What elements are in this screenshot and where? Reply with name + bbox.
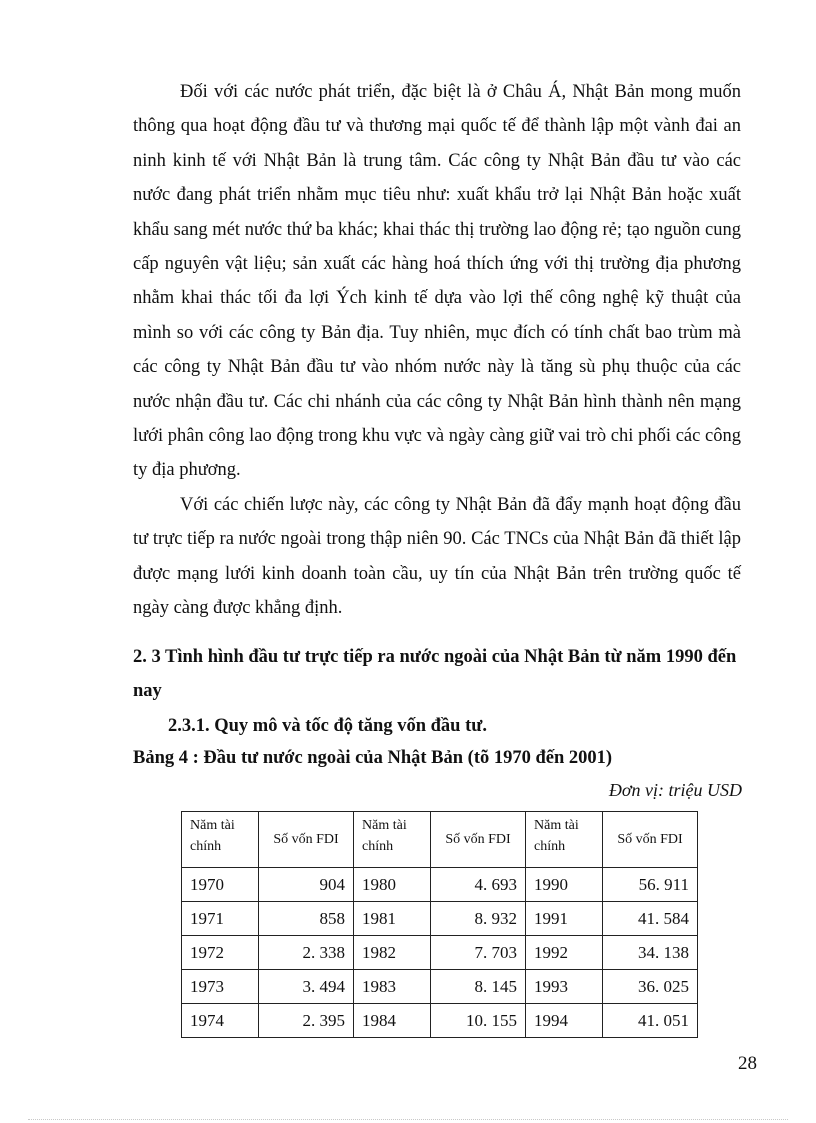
- table-cell-value: 7. 703: [431, 936, 526, 970]
- table-cell-year: 1974: [182, 1004, 259, 1038]
- table-cell-year: 1983: [354, 970, 431, 1004]
- table-cell-value: 858: [259, 902, 354, 936]
- table-header-cell: Số vốn FDI: [603, 812, 698, 868]
- unit-note: Đơn vị: triệu USD: [608, 780, 742, 800]
- table-cell-value: 904: [259, 868, 354, 902]
- table-cell-value: 41. 051: [603, 1004, 698, 1038]
- table-row: [182, 1004, 698, 1038]
- table-row: [182, 970, 698, 1004]
- table-cell-value: 56. 911: [603, 868, 698, 902]
- table-cell-value: 8. 145: [431, 970, 526, 1004]
- table-header-cell: Năm tài chính: [354, 812, 431, 868]
- body-paragraph-2: Với các chiến lược này, các công ty Nhật Bản đã đẩy mạnh hoạt động đầu tư trực tiếp ra nước ngoài trong thập niên 90. Các TNCs của Nhật Bản đã thiết lập được mạng lưới kinh doanh toàn cầu, uy tín của Nhật Bản trên trường quốc tế ngày càng được khẳng định.: [133, 495, 741, 619]
- section-heading: 2. 3 Tình hình đầu tư trực tiếp ra nước ngoài của Nhật Bản từ năm 1990 đến nay: [133, 647, 737, 702]
- table-cell-value: 2. 338: [259, 936, 354, 970]
- table-row: [182, 902, 698, 936]
- table-header-cell: Năm tài chính: [182, 812, 259, 868]
- table-cell-year: 1982: [354, 936, 431, 970]
- table-cell-value: 10. 155: [431, 1004, 526, 1038]
- table-header-row: [182, 812, 698, 868]
- table-cell-value: 34. 138: [603, 936, 698, 970]
- table-cell-value: 8. 932: [431, 902, 526, 936]
- table-cell-year: 1973: [182, 970, 259, 1004]
- table-cell-value: 3. 494: [259, 970, 354, 1004]
- table-cell-year: 1992: [526, 936, 603, 970]
- table-cell-year: 1984: [354, 1004, 431, 1038]
- table-cell-year: 1993: [526, 970, 603, 1004]
- page-number: 28: [738, 1053, 757, 1074]
- table-cell-year: 1972: [182, 936, 259, 970]
- table-row: [182, 868, 698, 902]
- table-header-cell: Năm tài chính: [526, 812, 603, 868]
- table-cell-value: 41. 584: [603, 902, 698, 936]
- table-cell-year: 1990: [526, 868, 603, 902]
- table-caption: Bảng 4 : Đầu tư nước ngoài của Nhật Bản (tõ 1970 đến 2001): [133, 748, 613, 768]
- table-cell-year: 1994: [526, 1004, 603, 1038]
- table-cell-year: 1970: [182, 868, 259, 902]
- table-cell-year: 1991: [526, 902, 603, 936]
- table-cell-value: 36. 025: [603, 970, 698, 1004]
- fdi-table: [181, 811, 698, 1038]
- table-cell-year: 1971: [182, 902, 259, 936]
- table-header-cell: Số vốn FDI: [431, 812, 526, 868]
- subsection-heading: 2.3.1. Quy mô và tốc độ tăng vốn đầu tư.: [168, 716, 487, 736]
- table-cell-year: 1980: [354, 868, 431, 902]
- table-cell-value: 4. 693: [431, 868, 526, 902]
- table-header-cell: Số vốn FDI: [259, 812, 354, 868]
- table-cell-year: 1981: [354, 902, 431, 936]
- table-row: [182, 936, 698, 970]
- table-cell-value: 2. 395: [259, 1004, 354, 1038]
- page-bottom-divider: [28, 1119, 788, 1120]
- body-paragraph-1: Đối với các nước phát triển, đặc biệt là ở Châu Á, Nhật Bản mong muốn thông qua hoạt động đầu tư và thương mại quốc tế để thành lập một vành đai an ninh kinh tế với Nhật Bản là trung tâm. Các công ty Nhật Bản đầu tư vào các nước đang phát triển nhằm mục tiêu như: xuất khẩu trở lại Nhật Bản hoặc xuất khẩu sang mét nước thứ ba khác; khai thác thị trường lao động rẻ; tạo nguồn cung cấp nguyên vật liệu; sản xuất các hàng hoá thích ứng với thị trường địa phương nhằm khai thác tối đa lợi Ých kinh tế dựa vào lợi thế công nghệ kỹ thuật của mình so với các công ty Bản địa. Tuy nhiên, mục đích có tính chất bao trùm mà các công ty Nhật Bản đầu tư vào nhóm nước này là tăng sù phụ thuộc của các nước nhận đầu tư. Các chi nhánh của các công ty Nhật Bản hình thành nên mạng lưới phân công lao động trong khu vực và ngày càng giữ vai trò chi phối các công ty địa phương.: [133, 82, 741, 481]
